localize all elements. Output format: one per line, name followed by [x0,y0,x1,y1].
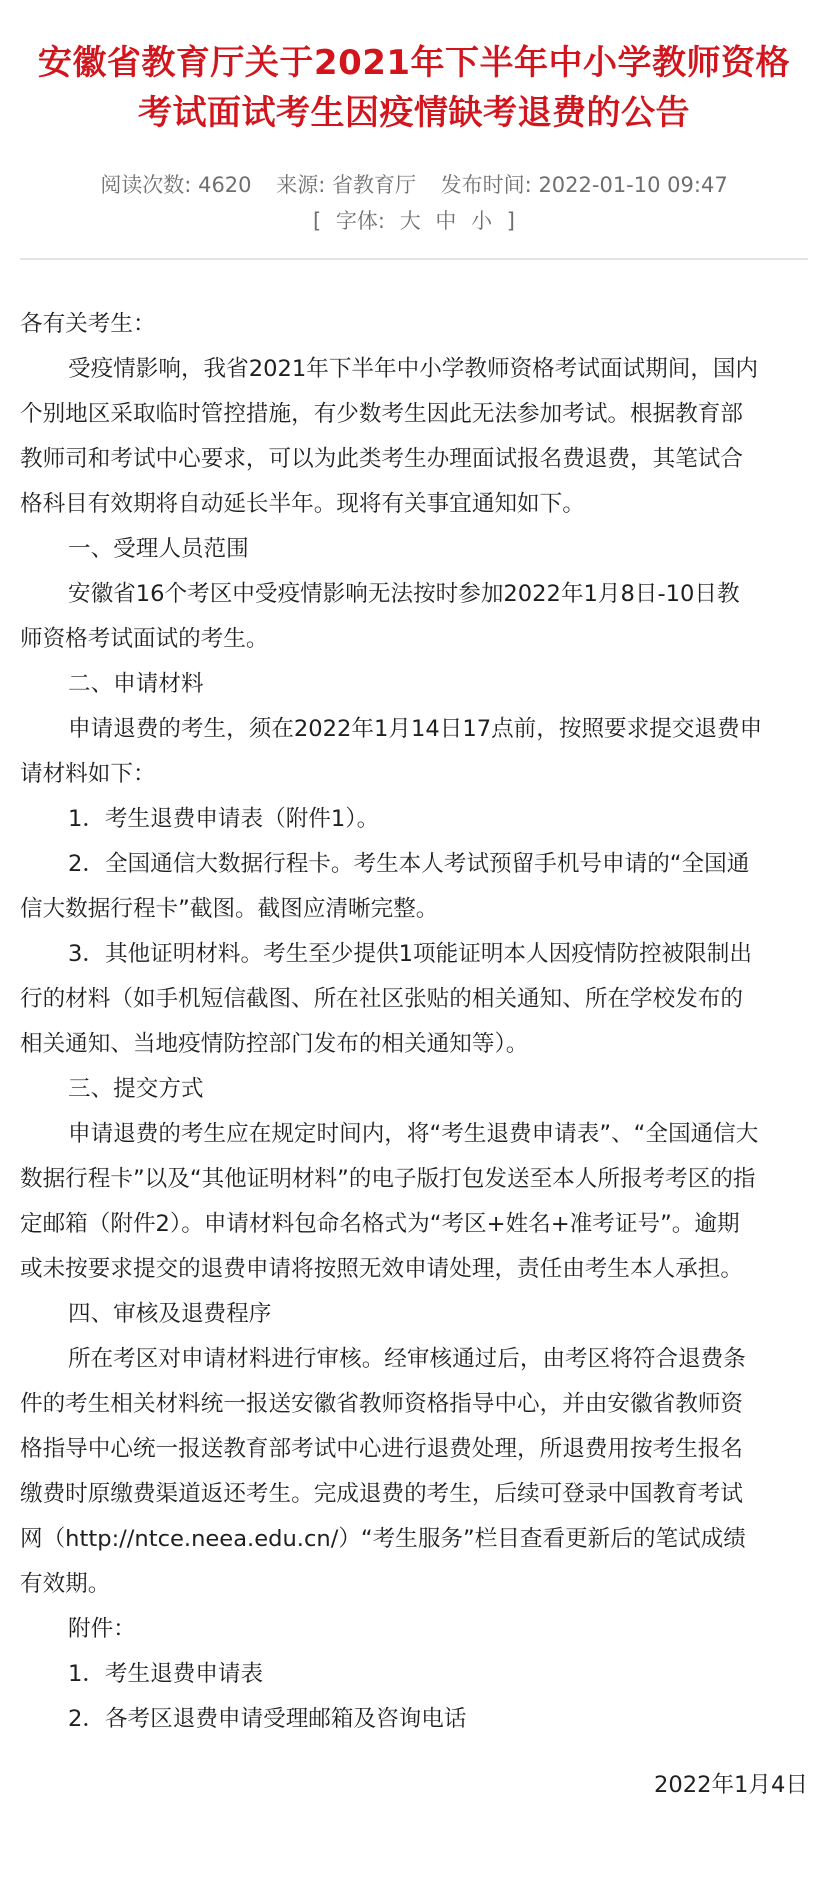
list-item: 3．其他证明材料。考生至少提供1项能证明本人因疫情防控被限制出 [68,941,752,967]
section-heading: 二、申请材料 [68,671,204,697]
body-line: 格科目有效期将自动延长半年。现将有关事宜通知如下。 [20,491,585,517]
section-heading: 一、受理人员范围 [68,536,249,562]
font-size-bracket-close: ] [506,209,515,233]
source: 省教育厅 [331,173,416,197]
body-line: 个别地区采取临时管控措施，有少数考生因此无法参加考试。根据教育部 [20,401,743,427]
body-line: 缴费时原缴费渠道返还考生。完成退费的考生，后续可登录中国教育考试 [20,1481,743,1507]
body-line: 有效期。 [20,1571,111,1597]
body-line: 格指导中心统一报送教育部考试中心进行退费处理，所退费用按考生报名 [20,1436,743,1462]
body-line: 相关通知、当地疫情防控部门发布的相关通知等）。 [20,1031,529,1057]
font-size-selector [14,206,814,236]
salutation: 各有关考生： [20,311,156,337]
attachment-item[interactable]: 1．考生退费申请表 [68,1661,264,1687]
article-title-line-1: 安徽省教育厅关于2021年下半年中小学教师资格 [37,43,791,83]
body-line: 或未按要求提交的退费申请将按照无效申请处理，责任由考生本人承担。 [20,1256,743,1282]
body-line: 数据行程卡”以及“其他证明材料”的电子版打包发送至本人所报考考区的指 [20,1166,756,1192]
body-line: 定邮箱（附件2）。申请材料包命名格式为“考区+姓名+准考证号”。逾期 [20,1211,740,1237]
list-item: 1．考生退费申请表（附件1）。 [68,806,380,832]
publish-time: 2022-01-10 09:47 [538,173,728,197]
body-line: 信大数据行程卡”截图。截图应清晰完整。 [20,896,439,922]
body-line: 安徽省16个考区中受疫情影响无法按时参加2022年1月8日-10日教 [68,581,740,607]
body-line: 所在考区对申请材料进行审核。经审核通过后，由考区将符合退费条 [68,1346,746,1372]
body-line: 教师司和考试中心要求，可以为此类考生办理面试报名费退费，其笔试合 [20,446,743,472]
body-line: 申请退费的考生应在规定时间内，将“考生退费申请表”、“全国通信大 [68,1121,759,1147]
font-size-medium-link[interactable]: 中 [435,209,457,233]
publish-time-label: 发布时间: [440,173,532,197]
body-line: 件的考生相关材料统一报送安徽省教师资格指导中心，并由安徽省教师资 [20,1391,743,1417]
body-line: 受疫情影响，我省2021年下半年中小学教师资格考试面试期间，国内 [68,356,759,382]
read-count-label: 阅读次数: [100,173,192,197]
header-divider [20,258,808,260]
body-line: 申请退费的考生，须在2022年1月14日17点前，按照要求提交退费申 [68,716,763,742]
font-size-large-link[interactable]: 大 [399,209,421,233]
attachment-item[interactable]: 2．各考区退费申请受理邮箱及咨询电话 [68,1706,467,1732]
font-size-small-link[interactable]: 小 [471,209,493,233]
body-line-with-link: 网（http://ntce.neea.edu.cn/）“考生服务”栏目查看更新后的笔试成绩 [20,1526,746,1552]
attachments-heading: 附件： [68,1616,136,1642]
list-item: 2．全国通信大数据行程卡。考生本人考试预留手机号申请的“全国通 [68,851,750,877]
source-label: 来源: [276,173,326,197]
signature-date: 2022年1月4日 [653,1772,808,1798]
read-count: 4620 [198,173,252,197]
section-heading: 三、提交方式 [68,1076,204,1102]
section-heading: 四、审核及退费程序 [68,1301,272,1327]
article-title-line-2: 考试面试考生因疫情缺考退费的公告 [138,93,690,133]
article-meta [14,170,814,200]
body-line: 师资格考试面试的考生。 [20,626,269,652]
font-size-bracket-open: [ [313,209,322,233]
body-line: 请材料如下： [20,761,156,787]
body-line: 行的材料（如手机短信截图、所在社区张贴的相关通知、所在学校发布的 [20,986,743,1012]
font-size-label: 字体: [335,209,385,233]
